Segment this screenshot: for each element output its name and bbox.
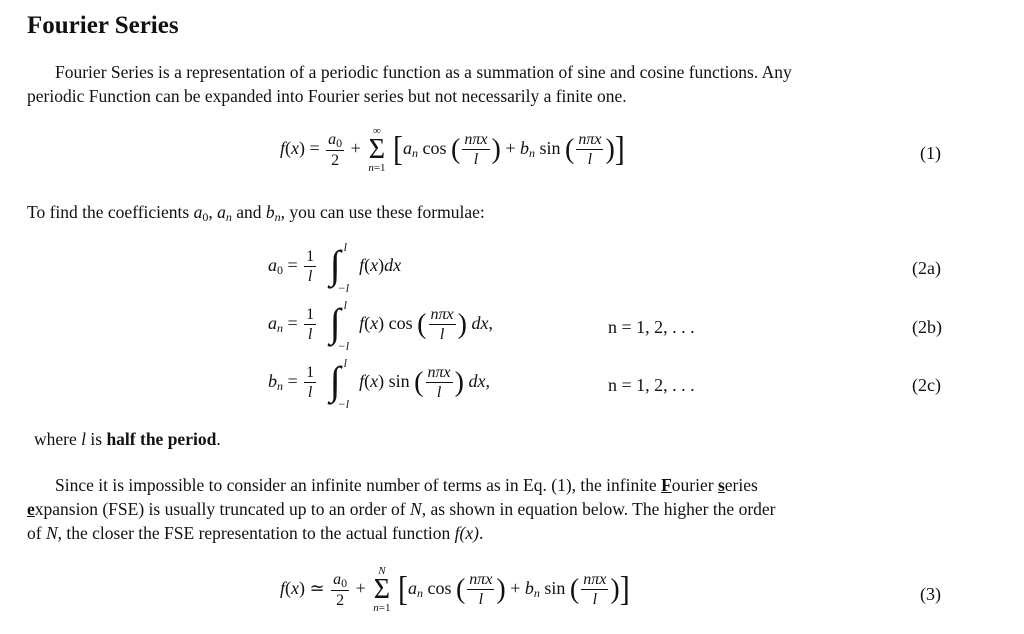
- summation-symbol-n: N Σ n=1: [373, 565, 391, 614]
- equation-1: f(x) = $\frac{a_0}{2}$ + ∞ Σ n=1 [$a_n$ cos ( $\frac{\text{nπx}}{l}$ ) + $b_n$ sin ( $\frac{\text{nπx}}{l}$ )]: [280, 125, 625, 174]
- equation-2c-number: (2c): [912, 375, 941, 395]
- n-range-2c: n = 1, 2, . . .: [608, 375, 695, 395]
- coefficients-and: and: [231, 202, 266, 222]
- coefficients-prefix: To find the coefficients: [27, 202, 194, 222]
- equation-2c: $b_n$ = $\frac{1}{l}$ ∫ l −l f(x) sin ( $\frac{\text{nπx}}{l}$ ) dx,: [268, 356, 490, 411]
- fraction-a0-over-2: $\frac{a_0}{2}$: [328, 130, 343, 169]
- summation-symbol: ∞ Σ n=1: [368, 125, 386, 174]
- truncation-line-2: expansion (FSE) is usually truncated up to an order of N, as shown in equation below. The higher the order: [27, 499, 776, 519]
- equation-3: f(x) ≃ $\frac{a_0}{2}$ + N Σ n=1 [$a_n$ cos ( $\frac{\text{nπx}}{l}$ ) + $b_n$ sin ( $\frac{\text{nπx}}{l}$ )]: [280, 565, 630, 614]
- truncation-line-1: Since it is impossible to consider an infinite number of terms as in Eq. (1), the infinite Fourier series: [55, 475, 758, 495]
- intro-line-2: periodic Function can be expanded into Fourier series but not necessarily a finite one.: [27, 86, 627, 106]
- intro-line-1: Fourier Series is a representation of a periodic function as a summation of sine and cosine functions. Any: [55, 62, 792, 82]
- integral-symbol: ∫ l −l: [329, 240, 350, 295]
- equation-2a-number: (2a): [912, 258, 941, 278]
- equation-1-number: (1): [920, 143, 941, 163]
- equation-2b: $a_n$ = $\frac{1}{l}$ ∫ l −l f(x) cos ( $\frac{\text{nπx}}{l}$ ) dx,: [268, 298, 493, 353]
- equation-2b-number: (2b): [912, 317, 942, 337]
- page-title: Fourier Series: [27, 12, 179, 39]
- n-range-2b: n = 1, 2, . . .: [608, 317, 695, 337]
- equation-2a: $a_0$ = $\frac{1}{l}$ ∫ l −l f(x)dx: [268, 240, 402, 295]
- truncation-line-3: of N, the closer the FSE representation to the actual function f(x).: [27, 523, 484, 543]
- intro-paragraph: [27, 60, 792, 108]
- coefficients-sentence: To find the coefficients $a_0$, $a_n$ and $b_n$, you can use these formulae:: [27, 202, 485, 224]
- equation-3-number: (3): [920, 584, 941, 604]
- truncation-paragraph: [27, 473, 776, 545]
- where-sentence: where l is half the period.: [34, 429, 221, 449]
- coefficients-suffix: , you can use these formulae:: [280, 202, 485, 222]
- half-the-period: half the period: [106, 429, 217, 449]
